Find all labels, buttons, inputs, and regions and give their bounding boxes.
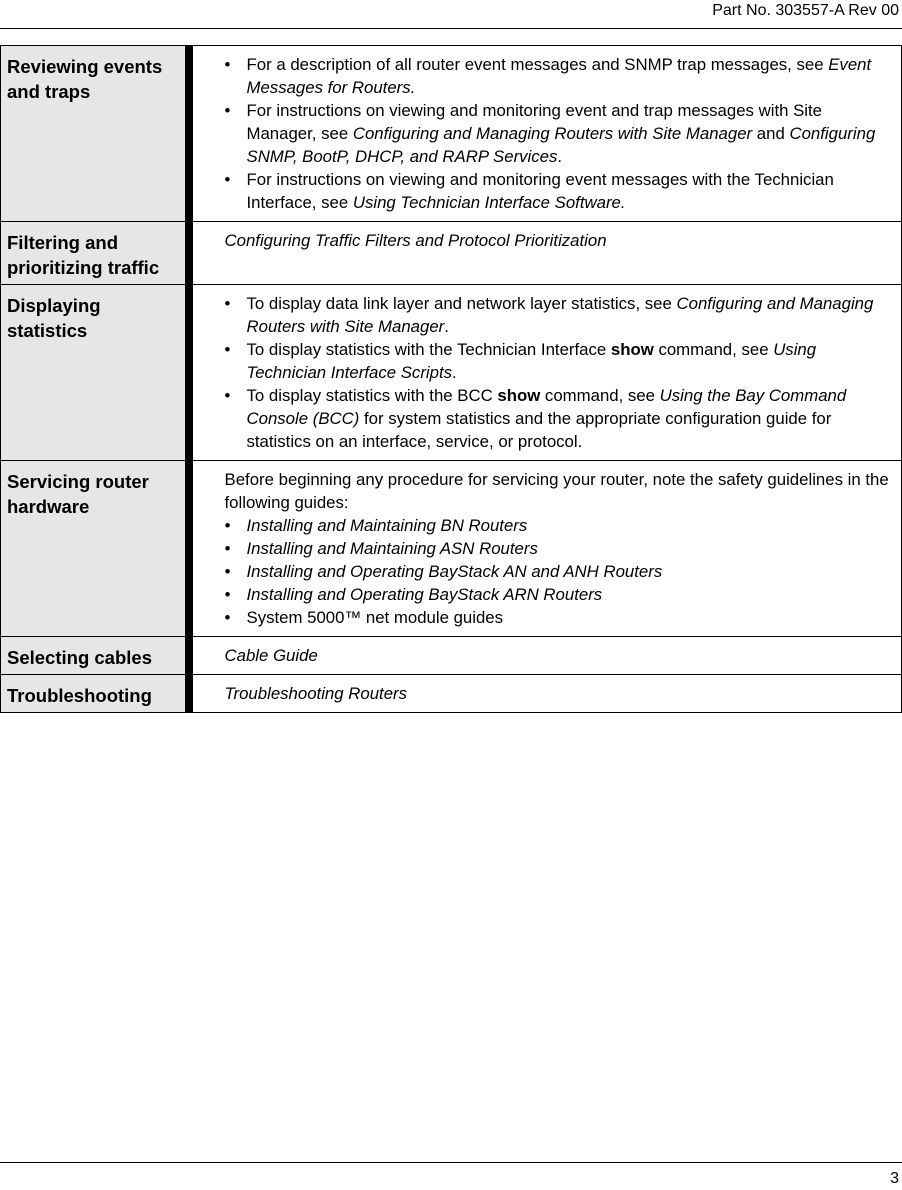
description-cell [193, 46, 902, 222]
description-cell [193, 637, 902, 675]
bullet-icon: • [224, 294, 231, 313]
intro-text: Before beginning any procedure for servicing your router, note the safety guidelines in the following guides: [224, 470, 889, 512]
command-keyword: show [610, 340, 654, 359]
doc-title: Configuring SNMP, BootP, DHCP, and RARP Services [246, 124, 876, 166]
table-row [1, 637, 902, 675]
part-number: Part No. 303557-A Rev 00 [712, 2, 899, 19]
divider-bar [185, 637, 193, 675]
list-item: • For instructions on viewing and monitoring event messages with the Technician Interface, see Using Technician Interface Software. [224, 170, 834, 212]
list-item: • For instructions on viewing and monitoring event and trap messages with Site Manager, see Configuring and Managing Routers with Site Manager and Configuring SNMP, BootP, DHCP, and RARP Services. [224, 101, 876, 166]
description-cell [193, 675, 902, 713]
list-item [225, 514, 894, 537]
divider-bar [185, 675, 193, 713]
topic-cell: Servicing router hardware [1, 461, 185, 637]
topic-cell: Filtering and prioritizing traffic [1, 222, 185, 285]
table-row [1, 285, 902, 461]
bullet-icon: • [224, 386, 231, 405]
list-item: • To display data link layer and network layer statistics, see Configuring and Managing Routers with Site Manager. [224, 294, 874, 336]
table-row [1, 675, 902, 713]
doc-title: Using the Bay Command Console (BCC) [246, 386, 847, 428]
footer-rule [0, 1162, 902, 1163]
doc-title: Troubleshooting Routers [224, 684, 408, 703]
list-item: • To display statistics with the BCC show command, see Using the Bay Command Console (BCC) for system statistics and the appropriate configuration guide for statistics on an interface, service, or protocol. [224, 386, 847, 451]
divider-bar [185, 222, 193, 285]
doc-title: Configuring Traffic Filters and Protocol Prioritization [224, 231, 607, 250]
topic-cell: Selecting cables [1, 637, 185, 675]
command-keyword: show [497, 386, 541, 405]
reference-table [0, 45, 902, 713]
bullet-icon: • [224, 585, 231, 604]
bullet-icon: • [224, 539, 231, 558]
bullet-icon: • [224, 340, 231, 359]
list-item [225, 583, 894, 606]
bullet-icon: • [224, 608, 231, 627]
description-cell [193, 285, 902, 461]
doc-title: Using Technician Interface Software. [352, 193, 626, 212]
description-cell [193, 222, 902, 285]
list-item: • System 5000™ net module guides [224, 608, 504, 627]
divider-bar [185, 461, 193, 637]
page-number: 3 [890, 1170, 899, 1187]
bullet-icon: • [224, 516, 231, 535]
list-item [225, 537, 894, 560]
bullet-icon: • [224, 170, 231, 189]
topic-cell: Reviewing events and traps [1, 46, 185, 222]
table-row [1, 46, 902, 222]
description-cell [193, 461, 902, 637]
doc-title: Configuring and Managing Routers with Site Manager [246, 294, 874, 336]
doc-title: Configuring and Managing Routers with Site Manager [352, 124, 753, 143]
doc-title: Using Technician Interface Scripts [246, 340, 817, 382]
list-item: • For a description of all router event messages and SNMP trap messages, see Event Messages for Routers. [224, 55, 872, 97]
bullet-icon: • [224, 101, 231, 120]
divider-bar [185, 285, 193, 461]
doc-title: Installing and Maintaining BN Routers [246, 516, 528, 535]
list-item [225, 560, 894, 583]
topic-cell: Troubleshooting [1, 675, 185, 713]
table-row [1, 222, 902, 285]
header-rule [0, 28, 902, 29]
bullet-icon: • [224, 562, 231, 581]
table-row [1, 461, 902, 637]
doc-title: Event Messages for Routers. [246, 55, 872, 97]
list-item: • To display statistics with the Technician Interface show command, see Using Technician Interface Scripts. [224, 340, 817, 382]
doc-title: Cable Guide [224, 646, 318, 665]
topic-cell: Displaying statistics [1, 285, 185, 461]
bullet-icon: • [224, 55, 231, 74]
doc-title: Installing and Operating BayStack AN and ANH Routers [246, 562, 663, 581]
doc-title: Installing and Maintaining ASN Routers [246, 539, 538, 558]
divider-bar [185, 46, 193, 222]
doc-title: Installing and Operating BayStack ARN Routers [246, 585, 603, 604]
